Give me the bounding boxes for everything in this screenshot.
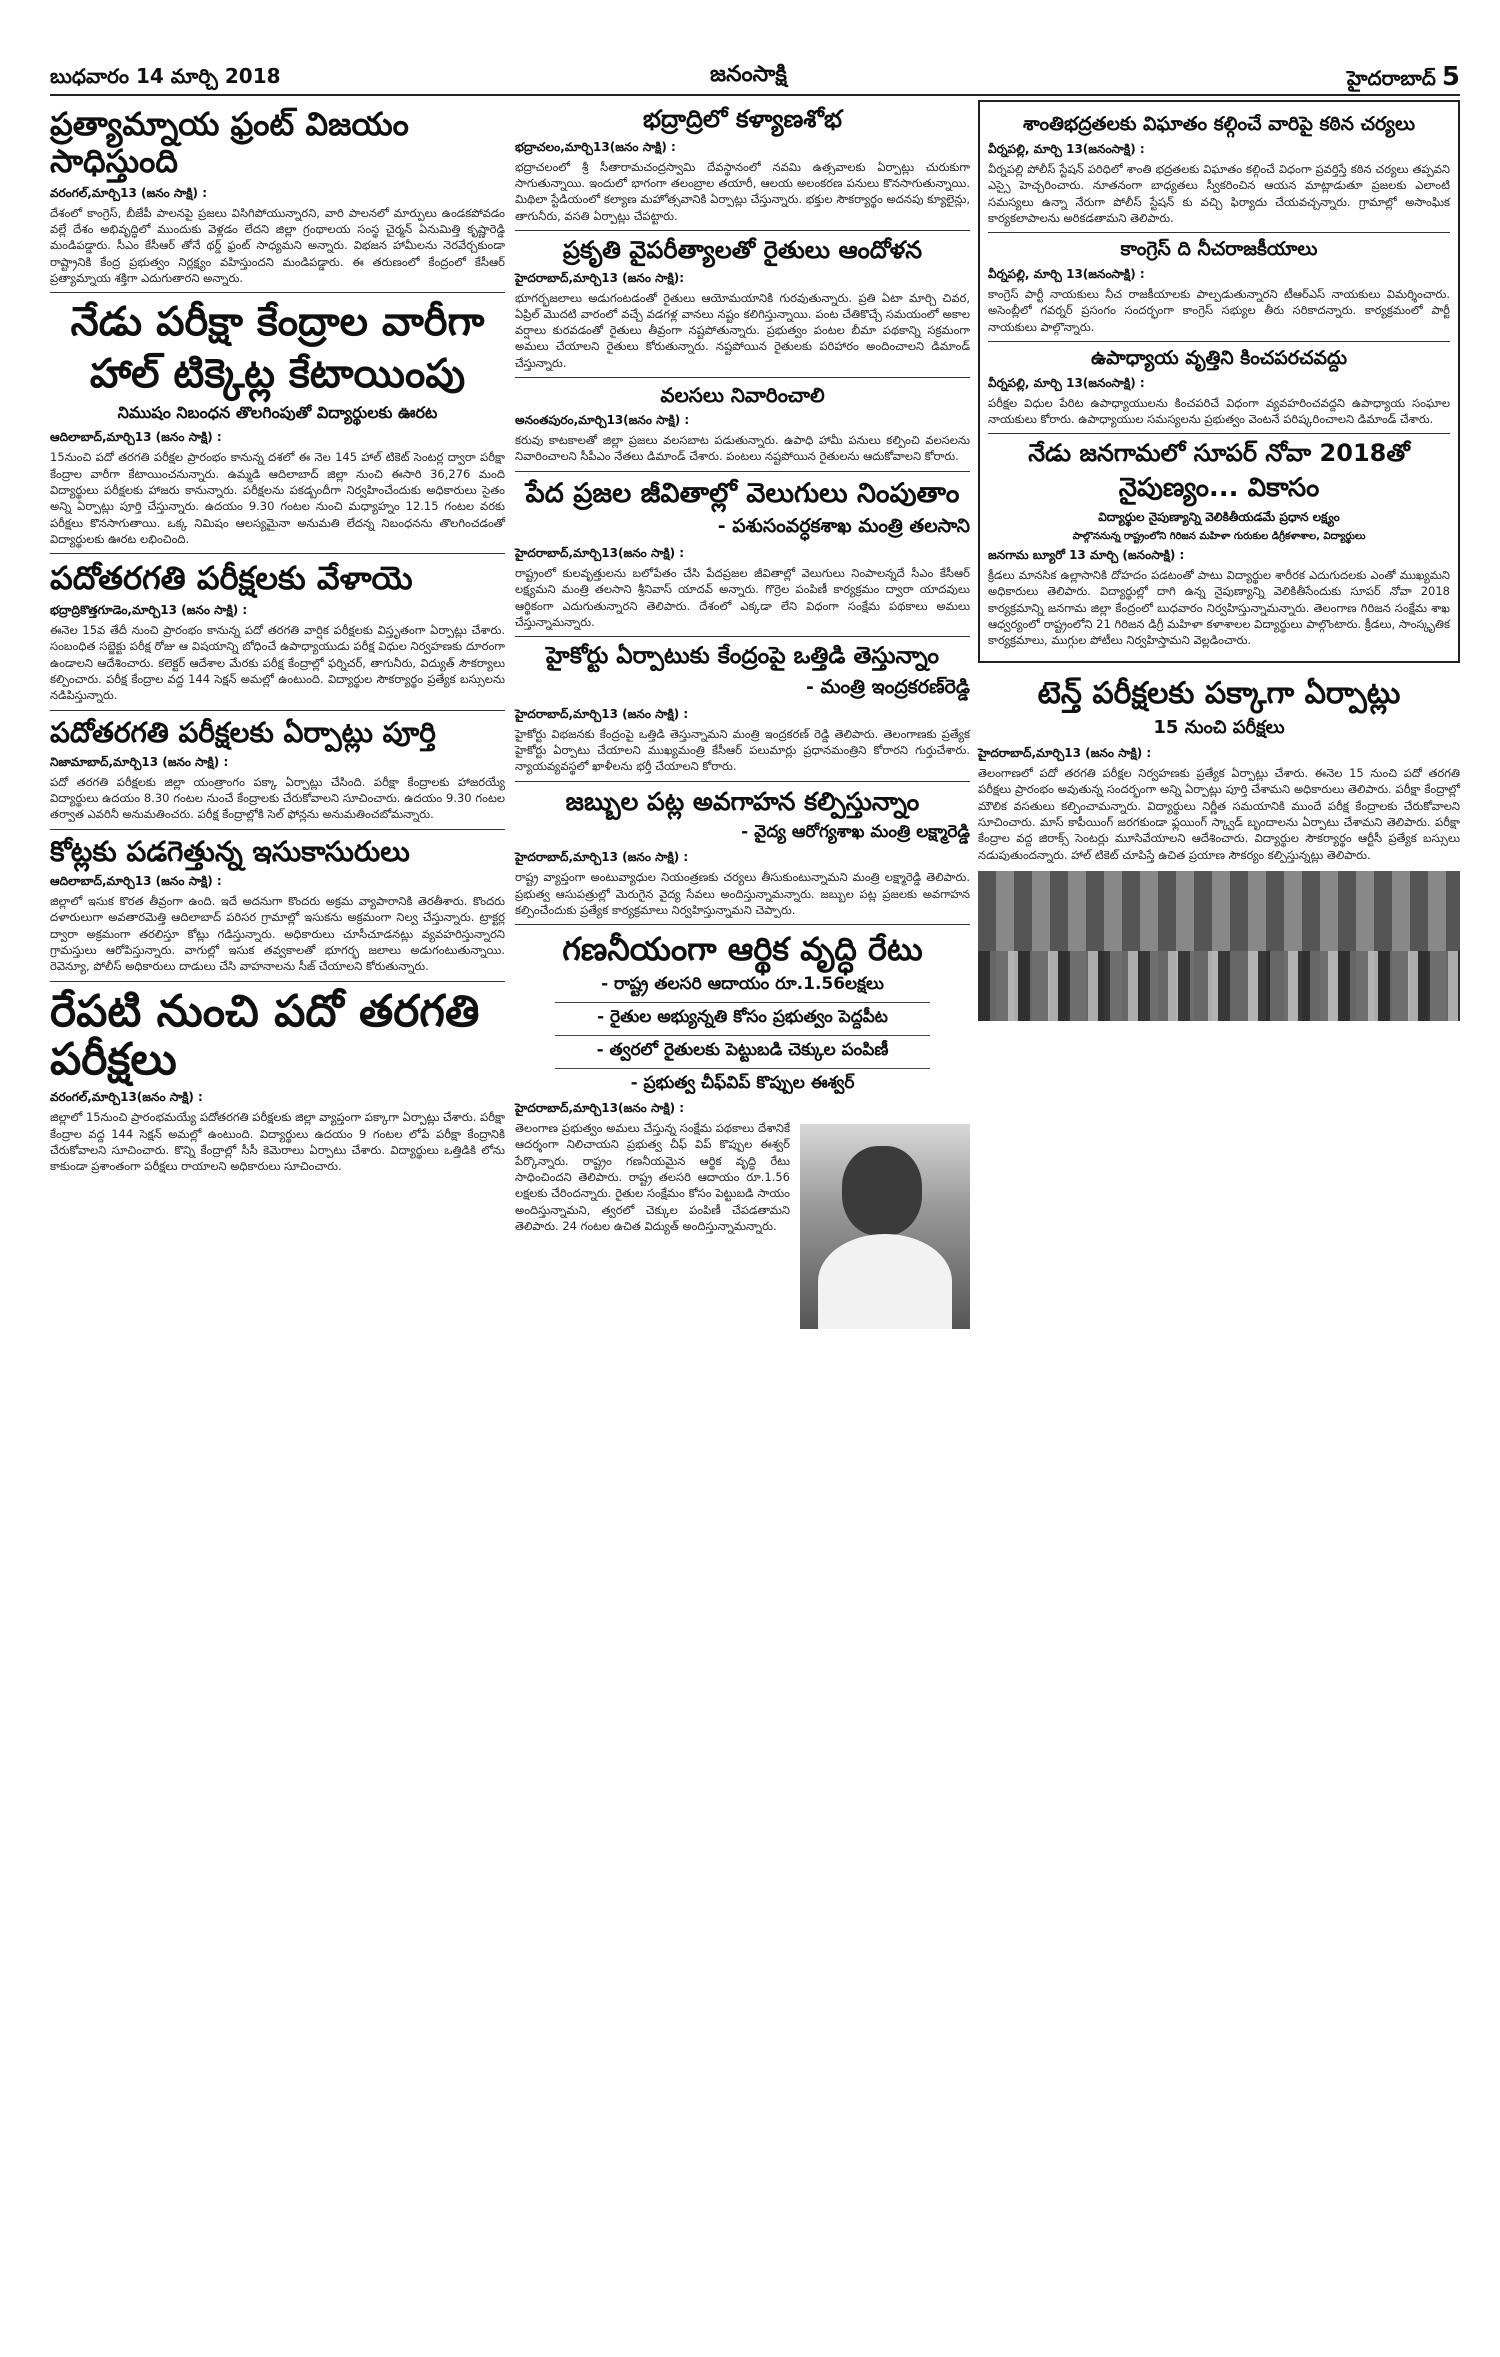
divider — [555, 1068, 930, 1069]
article-subtitle: పాల్గొననున్న రాష్ట్రంలోని గిరిజన మహిళా గురుకుల డిగ్రీకళాశాల, విద్యార్థులు — [1072, 530, 1366, 542]
article-body: పరీక్షల విధుల పేరిట ఉపాధ్యాయులను కించపరిచే విధంగా వ్యవహరించవద్దని ఉపాధ్యాయ సంఘాల నాయకులు కోరారు. ఉపాధ్యాయుల సమస్యలను ప్రభుత్వం వెంటనే పరిష్కరించాలని డిమాండ్ చేశారు. — [988, 395, 1450, 427]
article-dateline: ఆదిలాబాద్,మార్చి13 (జనం సాక్షి) : — [50, 430, 222, 445]
leader-photo — [800, 1124, 970, 1329]
article-title: హాల్ టిక్కెట్ల కేటాయింపు — [89, 351, 466, 398]
divider — [50, 292, 505, 293]
article-title: కోట్లకు పడగెత్తున్న ఇసుకాసురులు — [50, 834, 410, 868]
divider — [988, 341, 1450, 342]
column-2 — [515, 100, 970, 1335]
divider — [988, 433, 1450, 434]
article-title: నైపుణ్యం... వికాసం — [1118, 473, 1320, 504]
article-body: భద్రాచలంలో శ్రీ సీతారామచంద్రస్వామి దేవస్థానంలో నవమి ఉత్సవాలకు ఏర్పాట్లు చురుకుగా సాగుతున్నాయి. ఇందులో భాగంగా తలంబ్రాల తయారీ, ఆలయ అలంకరణ పనులు కొనసాగుతున్నాయి. మిథిలా స్టేడియంలో కల్యాణ మహోత్సవానికి ఏర్పాట్లు చేస్తున్నారు. భక్తుల సౌకర్యార్థం అదనపు క్యూలైన్లు, తాగునీరు, వసతి ఏర్పాట్లు చేపట్టారు. — [515, 159, 970, 223]
article-title: నేడు పరీక్షా కేంద్రాల వారీగా — [70, 299, 485, 346]
highlight-point: - ప్రభుత్వ చీఫ్‌విప్ కొప్పుల ఈశ్వర్ — [630, 1073, 855, 1094]
article-body: క్రీడలు మానసిక ఉల్లాసానికి దోహదం పడటంతో పాటు విద్యార్థుల శారీరక ఎదుగుదలకు ఎంతో ముఖ్యమని అధికారులు తెలిపారు. విద్యార్థుల్లో దాగి ఉన్న నైపుణ్యాన్ని వెలికితీసేందుకు సూపర్ నోవా 2018 కార్యక్రమాన్ని జనగామ జిల్లా కేంద్రంలో బుధవారం నిర్వహిస్తున్నామన్నారు. తెలంగాణ గిరిజన సంక్షేమ శాఖ ఆధ్వర్యంలో రాష్ట్రంలోని 21 గిరిజన డిగ్రీ మహిళా కళాశాలల విద్యార్థులు పాల్గొంటారు. క్రీడలు, సాంస్కృతిక కార్యక్రమాలు, ముగ్గుల పోటీలు నిర్వహిస్తామని వెల్లడించారు. — [988, 567, 1450, 648]
paper-name: జనంసాక్షి — [710, 62, 787, 87]
divider — [50, 710, 505, 711]
divider — [50, 553, 505, 554]
photo-shirt-shape — [818, 1234, 952, 1329]
highlight-point: - త్వరలో రైతులకు పెట్టుబడి చెక్కుల పంపిణీ — [596, 1040, 889, 1061]
column-3 — [978, 100, 1460, 1021]
masthead — [50, 60, 1460, 96]
article-dateline: నిజామాబాద్,మార్చి13 (జనం సాక్షి) : — [50, 754, 229, 769]
article-title: ఉపాధ్యాయ వృత్తిని కించపరచవద్దు — [1090, 346, 1348, 369]
article-title: రేపటి నుంచి పదో తరగతి పరీక్షలు — [50, 985, 480, 1086]
article-body: పదో తరగతి పరీక్షలకు జిల్లా యంత్రాంగం పక్కా ఏర్పాట్లు చేసింది. పరీక్షా కేంద్రాలకు హాజరయ్యే విద్యార్థులు ఉదయం 8.30 గంటల నుంచే కేంద్రాలకు చేరుకోవాలని సూచించారు. ఉదయం 9.30 గంటల తర్వాత ఎవరినీ అనుమతించరు. పరీక్ష కేంద్రాల్లోకి సెల్ ఫోన్లను అనుమతించబోమన్నారు. — [50, 774, 505, 822]
issue-date: బుధవారం 14 మార్చి 2018 — [50, 64, 281, 88]
divider — [515, 230, 970, 231]
article-subtitle: నిముషం నిబంధన తొలగింపుతో విద్యార్థులకు ఊరట — [117, 403, 438, 423]
article-dateline: వరంగల్,మార్చి13 (జనం సాక్షి) : — [50, 185, 208, 200]
article-title: పదోతరగతి పరీక్షలకు వేళాయె — [50, 559, 413, 598]
edition-city-name: హైదరాబాద్ — [1346, 66, 1436, 90]
article-title: నేడు జనగామలో సూపర్ నోవా 2018తో — [1028, 439, 1410, 468]
boxed-news-section — [978, 100, 1460, 663]
divider — [515, 377, 970, 378]
article-body: కరువు కాటకాలతో జిల్లా ప్రజలు వలసబాట పడుతున్నారు. ఉపాధి హామీ పనులు కల్పించి వలసలను నివారించాలని సీపీఎం నేతలు డిమాండ్ చేశారు. పంటలు నష్టపోయిన రైతులను ఆదుకోవాలని కోరారు. — [515, 433, 970, 464]
article-title: గణనీయంగా ఆర్థిక వృద్ధి రేటు — [562, 930, 923, 969]
classroom-photo — [978, 871, 1460, 1021]
article-title: పదోతరగతి పరీక్షలకు ఏర్పాట్లు పూర్తి — [50, 715, 436, 749]
article-subtitle: విద్యార్థుల నైపుణ్యాన్ని వెలికితీయడమే ప్రధాన లక్ష్యం — [1098, 509, 1340, 524]
article-dateline: హైదరాబాద్,మార్చి13 (జనం సాక్షి) : — [515, 850, 689, 865]
edition-city — [1347, 62, 1460, 95]
article-dateline: వీర్నపల్లి, మార్చి 13(జనంసాక్షి) : — [988, 141, 1145, 156]
article-title: శాంతిభద్రతలకు విఘాతం కల్గించే వారిపై కఠిన చర్యలు — [1022, 113, 1416, 135]
highlight-point: - రైతుల అభ్యున్నతి కోసం ప్రభుత్వం పెద్దపీట — [597, 1007, 888, 1028]
article-title: భద్రాద్రిలో కళ్యాణశోభ — [643, 105, 842, 133]
article-dateline: వరంగల్,మార్చి13(జనం సాక్షి) : — [50, 1090, 203, 1105]
article-body: తెలంగాణలో పదో తరగతి పరీక్షల నిర్వహణకు ప్రత్యేక ఏర్పాట్లు చేశారు. ఈనెల 15 నుంచి పదో తరగతి పరీక్షలు ప్రారంభం అవుతున్న సందర్భంగా అన్ని ఏర్పాట్లు పూర్తి చేశామని అధికారులు తెలిపారు. పరీక్షా కేంద్రాల్లో మౌలిక వసతులు కల్పించామన్నారు. విద్యార్థులు నిర్ణీత సమయానికి ముందే పరీక్ష కేంద్రాలకు చేరుకోవాలని సూచించారు. మాస్ కాపీయింగ్ జరగకుండా ఫ్లయింగ్ స్క్వాడ్ బృందాలను ఏర్పాటు చేశామని తెలిపారు. పరీక్షా కేంద్రాల వద్ద జిరాక్స్ సెంటర్లు మూసివేయాలని ఆదేశించారు. విద్యార్థుల సౌకర్యార్థం ఆర్టీసీ ప్రత్యేక బస్సులు నడుపుతుందన్నారు. హాల్ టికెట్ చూపిస్తే ఉచిత ప్రయాణ సౌకర్యం కల్పిస్తున్నట్లు తెలిపారు. — [978, 766, 1460, 862]
article-body: జిల్లాలో 15నుంచి ప్రారంభమయ్యే పదోతరగతి పరీక్షలకు జిల్లా వ్యాప్తంగా పక్కాగా ఏర్పాట్లు చేశారు. పరీక్షా కేంద్రాల వద్ద 144 సెక్షన్ అమల్లో ఉంటుంది. విద్యార్థులు ఉదయం 9 గంటల లోపే పరీక్షా కేంద్రానికి చేరుకోవాలని సూచించారు. కొన్ని కేంద్రాల్లో సీసీ కెమెరాలు ఏర్పాటు చేశారు. విద్యార్థులు ఒత్తిడికి లోను కాకుండా ప్రశాంతంగా పరీక్షలు రాయాలని అధికారులు సూచించారు. — [50, 1110, 505, 1174]
article-body: వీర్నపల్లి పోలీస్ స్టేషన్ పరిధిలో శాంతి భద్రతలకు విఘాతం కల్గించే విధంగా ప్రవర్తిస్తే కఠిన చర్యలు తప్పవని ఎస్సై హెచ్చరించారు. నూతనంగా బాధ్యతలు స్వీకరించిన ఆయన మాట్లాడుతూ ప్రజలకు ఎలాంటి సమస్యలు ఉన్నా నేరుగా పోలీస్ స్టేషన్ కు వచ్చి ఫిర్యాదు చేయవచ్చన్నారు. గ్రామాల్లో అసాంఘిక కార్యకలాపాలను అరికడతామని తెలిపారు. — [988, 161, 1450, 225]
article-body: హైకోర్టు విభజనకు కేంద్రంపై ఒత్తిడి తెస్తున్నామని మంత్రి ఇంద్రకరణ్ రెడ్డి తెలిపారు. తెలంగాణకు ప్రత్యేక హైకోర్టు ఏర్పాటు చేయాలని ముఖ్యమంత్రి కేసీఆర్ పలుమార్లు ప్రధానమంత్రిని కోరారని గుర్తుచేశారు. న్యాయవ్యవస్థలో ఖాళీలను భర్తీ చేయాలని కోరారు. — [515, 726, 970, 774]
article-title: టెన్త్ పరీక్షలకు పక్కాగా ఏర్పాట్లు — [1037, 675, 1401, 711]
article-subtitle: - వైద్య ఆరోగ్యశాఖ మంత్రి లక్ష్మారెడ్డి — [741, 822, 970, 843]
column-1 — [50, 100, 505, 1181]
article-title: పేద ప్రజల జీవితాల్లో వెలుగులు నింపుతాం — [525, 477, 960, 509]
article-body: ఈనెల 15వ తేదీ నుంచి ప్రారంభం కానున్న పదో తరగతి వార్షిక పరీక్షలకు విస్తృతంగా ఏర్పాట్లు చేశారు. సంబంధిత సబ్జెక్టు పరీక్ష రోజు ఆ విషయాన్ని బోధించే ఉపాధ్యాయుడు పరీక్ష విధుల నిర్వహణకు దూరంగా ఉండాలని ఆదేశించారు. కలెక్టర్ ఆదేశాల మేరకు పరీక్ష కేంద్రాల్లో ఫర్నిచర్, తాగునీరు, విద్యుత్ సౌకర్యాలు కల్పించారు. పరీక్ష కేంద్రాల వద్ద 144 సెక్షన్ అమల్లో ఉంటుంది. విద్యార్థుల సౌకర్యార్థం ప్రత్యేక బస్సులను నడిపిస్తున్నారు. — [50, 623, 505, 703]
highlight-point: - రాష్ట్ర తలసరి ఆదాయం రూ.1.56లక్షలు — [601, 974, 884, 995]
article-dateline: భద్రాచలం,మార్చి13(జనం సాక్షి) : — [515, 139, 676, 154]
article-title: హైకోర్టు ఏర్పాటుకు కేంద్రంపై ఒత్తిడి తెస్తున్నాం — [545, 643, 940, 670]
divider — [515, 924, 970, 925]
article-dateline: హైదరాబాద్,మార్చి13 (జనం సాక్షి) : — [978, 746, 1152, 761]
article-title: జబ్బుల పట్ల అవగాహన కల్పిస్తున్నాం — [565, 786, 920, 816]
article-body: భూగర్భజలాలు అడుగంటడంతో రైతులు ఆయోమయానికి గురవుతున్నారు. ప్రతి ఏటా మార్చి చివర, ఏప్రిల్ మొదటి వారంలో వచ్చే వడగళ్ల వానలు నష్టం కలిగిస్తున్నాయి. పంట చేతికొచ్చే సమయంలో అకాల వర్షాలు కురవడంతో రైతులు తీవ్రంగా నష్టపోతున్నారు. ప్రభుత్వం పంటల బీమా పథకాన్ని సక్రమంగా అమలు చేయాలని రైతులు కోరుతున్నారు. నష్టపోయిన రైతులకు పరిహారం అందించాలని డిమాండ్ చేస్తున్నారు. — [515, 290, 970, 370]
article-title: ప్రకృతి వైపరీత్యాలతో రైతులు ఆందోళన — [562, 235, 923, 264]
article-subtitle: - మంత్రి ఇంద్రకరణ్‌రెడ్డి — [805, 675, 970, 698]
article-dateline: ఆదిలాబాద్,మార్చి13 (జనం సాక్షి) : — [50, 874, 222, 888]
article-subtitle: 15 నుంచి పరీక్షలు — [1153, 717, 1285, 739]
article-dateline: వీర్నపల్లి, మార్చి 13(జనంసాక్షి) : — [988, 267, 1145, 281]
article-dateline: భద్రాద్రికొత్తగూడెం,మార్చి13 (జనం సాక్షి) : — [50, 603, 248, 617]
divider — [555, 1002, 930, 1003]
article-body: 15నుంచి పదో తరగతి పరీక్షల ప్రారంభం కానున్న దశలో ఈ నెల 145 హాల్ టికెట్ సెంటర్ల ద్వారా పరీక్షా కేంద్రాల వారీగా కేటాయించనున్నారు. ఉమ్మడి ఆదిలాబాద్ జిల్లా నుంచి ఈసారి 36,276 మంది విద్యార్థులు పరీక్షలకు హాజరు కానున్నారు. పరీక్షలను పకడ్బందీగా నిర్వహించేందుకు అధికారులు సైతం అన్ని ఏర్పాట్లు పూర్తి చేస్తున్నారు. ఉదయం 9.30 గంటల నుంచి మధ్యాహ్నం 12.15 గంటల వరకు పరీక్షలు కొనసాగుతాయి. ఒక్క నిమిషం ఆలస్యమైనా అనుమతి లేదన్న నిబంధనను తొలగించడంతో విద్యార్థులకు ఊరట లభించింది. — [50, 450, 505, 546]
article-body: దేశంలో కాంగ్రెస్, బీజేపీ పాలనపై ప్రజలు విసిగిపోయున్నారని, వారి పాలనలో మార్పులు ఉండకపోవడం వల్లే దేశం అభివృద్ధిలో ముందుకు వెళ్లడం లేదని జిల్లా గ్రంథాలయ సంస్థ చైర్మన్ ఏనుమిత్తి కృష్ణారెడ్డి మండిపడ్డారు. సీఎం కేసీఆర్ తోనే థర్డ్ ఫ్రంట్ సాధ్యమని అన్నారు. విభజన హామీలను నెరవేర్చకుండా రాష్ట్రానికి కేంద్ర ప్రభుత్వం నిర్లక్ష్యం వహిస్తుందని మండిపడ్డారు. ఈ తరుణంలో కేంద్రంలో కేసీఆర్ ప్రత్యామ్నాయ శక్తిగా ఎదుగుతారని అన్నారు. — [50, 205, 505, 285]
article-body: రాష్ట్ర వ్యాప్తంగా అంటువ్యాధుల నియంత్రణకు చర్యలు తీసుకుంటున్నామని మంత్రి లక్ష్మారెడ్డి తెలిపారు. ప్రభుత్వ ఆసుపత్రుల్లో మెరుగైన వైద్య సేవలు అందిస్తున్నామన్నారు. జబ్బుల పట్ల ప్రజలకు అవగాహన కల్పించేందుకు ప్రత్యేక కార్యక్రమాలు నిర్వహిస్తున్నామని చెప్పారు. — [515, 870, 970, 917]
article-dateline: హైదరాబాద్,మార్చి13 (జనం సాక్షి): — [515, 270, 685, 285]
article-body: జిల్లాలో ఇసుక కొరత తీవ్రంగా ఉంది. ఇదే అదనుగా కొందరు అక్రమ వ్యాపారానికి తెరతీశారు. కొందరు దళారులుగా అవతారమెత్తి ఆదిలాబాద్ పరిసర గ్రామాల్లో ఇసుకను అక్రమంగా నిల్వ చేస్తున్నారు. ట్రాక్టర్ల ద్వారా అక్రమంగా తరలిస్తూ కోట్లు గడిస్తున్నారు. అధికారులు చూసీచూడనట్లు వ్యవహరిస్తున్నారని గ్రామస్తులు ఆరోపిస్తున్నారు. వాగుల్లో ఇసుక తవ్వకాలతో భూగర్భ జలాలు అడుగంటుతున్నాయి. రెవెన్యూ, పోలీస్ అధికారులు దాడులు చేసి వాహనాలను సీజ్ చేయాలని కోరుతున్నారు. — [50, 894, 505, 974]
article-dateline: హైదరాబాద్,మార్చి13(జనం సాక్షి) : — [515, 1101, 685, 1116]
article-dateline: హైదరాబాద్,మార్చి13(జనం సాక్షి) : — [515, 545, 685, 560]
divider — [988, 232, 1450, 233]
divider — [50, 981, 505, 982]
divider — [515, 636, 970, 637]
divider — [555, 1035, 930, 1036]
article-dateline: హైదరాబాద్,మార్చి13 (జనం సాక్షి) : — [515, 706, 689, 721]
article-title: వలసలు నివారించాలి — [660, 383, 825, 408]
article-body: రాష్ట్రంలో కులవృత్తులను బలోపేతం చేసి పేదప్రజల జీవితాల్లో వెలుగులు నింపాలన్నదే సీఎం కేసీఆర్ లక్ష్యమని మంత్రి తలసాని శ్రీనివాస్ యాదవ్ అన్నారు. గొర్రెల పంపిణీ కార్యక్రమం ద్వారా యాదవులు ఆర్థికంగా ఎదుగుతున్నారని తెలిపారు. దేశంలో ఎక్కడా లేని విధంగా సంక్షేమ పథకాలు అమలు చేస్తున్నామన్నారు. — [515, 565, 970, 629]
divider — [515, 471, 970, 472]
article-dateline: అనంతపురం,మార్చి13(జనం సాక్షి) : — [515, 413, 690, 428]
article-dateline: వీర్నపల్లి, మార్చి 13(జనంసాక్షి) : — [988, 375, 1145, 390]
divider — [50, 829, 505, 830]
article-title: కాంగ్రెస్ ది నీచరాజకీయాలు — [1120, 238, 1318, 261]
article-body: కాంగ్రెస్ పార్టీ నాయకులు నీచ రాజకీయాలకు పాల్పడుతున్నారని టీఆర్ఎస్ నాయకులు విమర్శించారు. అసెంబ్లీలో గవర్నర్ ప్రసంగం సందర్భంగా కాంగ్రెస్ సభ్యుల తీరు సరికాదన్నారు. కార్యక్రమంలో పార్టీ నాయకులు పాల్గొన్నారు. — [988, 287, 1450, 334]
article-body: తెలంగాణ ప్రభుత్వం అమలు చేస్తున్న సంక్షేమ పథకాలు దేశానికే ఆదర్శంగా నిలిచాయని ప్రభుత్వ చీఫ్ విప్ కొప్పుల ఈశ్వర్ పేర్కొన్నారు. రాష్ట్రం గణనీయమైన ఆర్థిక వృద్ధి రేటు సాధించిందని తెలిపారు. రాష్ట్ర తలసరి ఆదాయం రూ.1.56 లక్షలకు చేరిందన్నారు. రైతుల సంక్షేమం కోసం పెట్టుబడి సాయం అందిస్తున్నామని, త్వరలో చెక్కుల పంపిణీ చేపడతామని తెలిపారు. 24 గంటల ఉచిత విద్యుత్ అందిస్తున్నామన్నారు. — [515, 1121, 790, 1234]
page-number: 5 — [1441, 62, 1460, 92]
article-subtitle: - పశుసంవర్ధకశాఖ మంత్రి తలసాని — [717, 514, 970, 537]
article-title: ప్రత్యామ్నాయ ఫ్రంట్ విజయం సాధిస్తుంది — [50, 105, 409, 180]
photo-face-shape — [842, 1146, 922, 1236]
photo-students-shape — [978, 951, 1460, 1021]
divider — [515, 781, 970, 782]
article-dateline: జనగామ బ్యూరో 13 మార్చి (జనంసాక్షి) : — [988, 547, 1185, 562]
